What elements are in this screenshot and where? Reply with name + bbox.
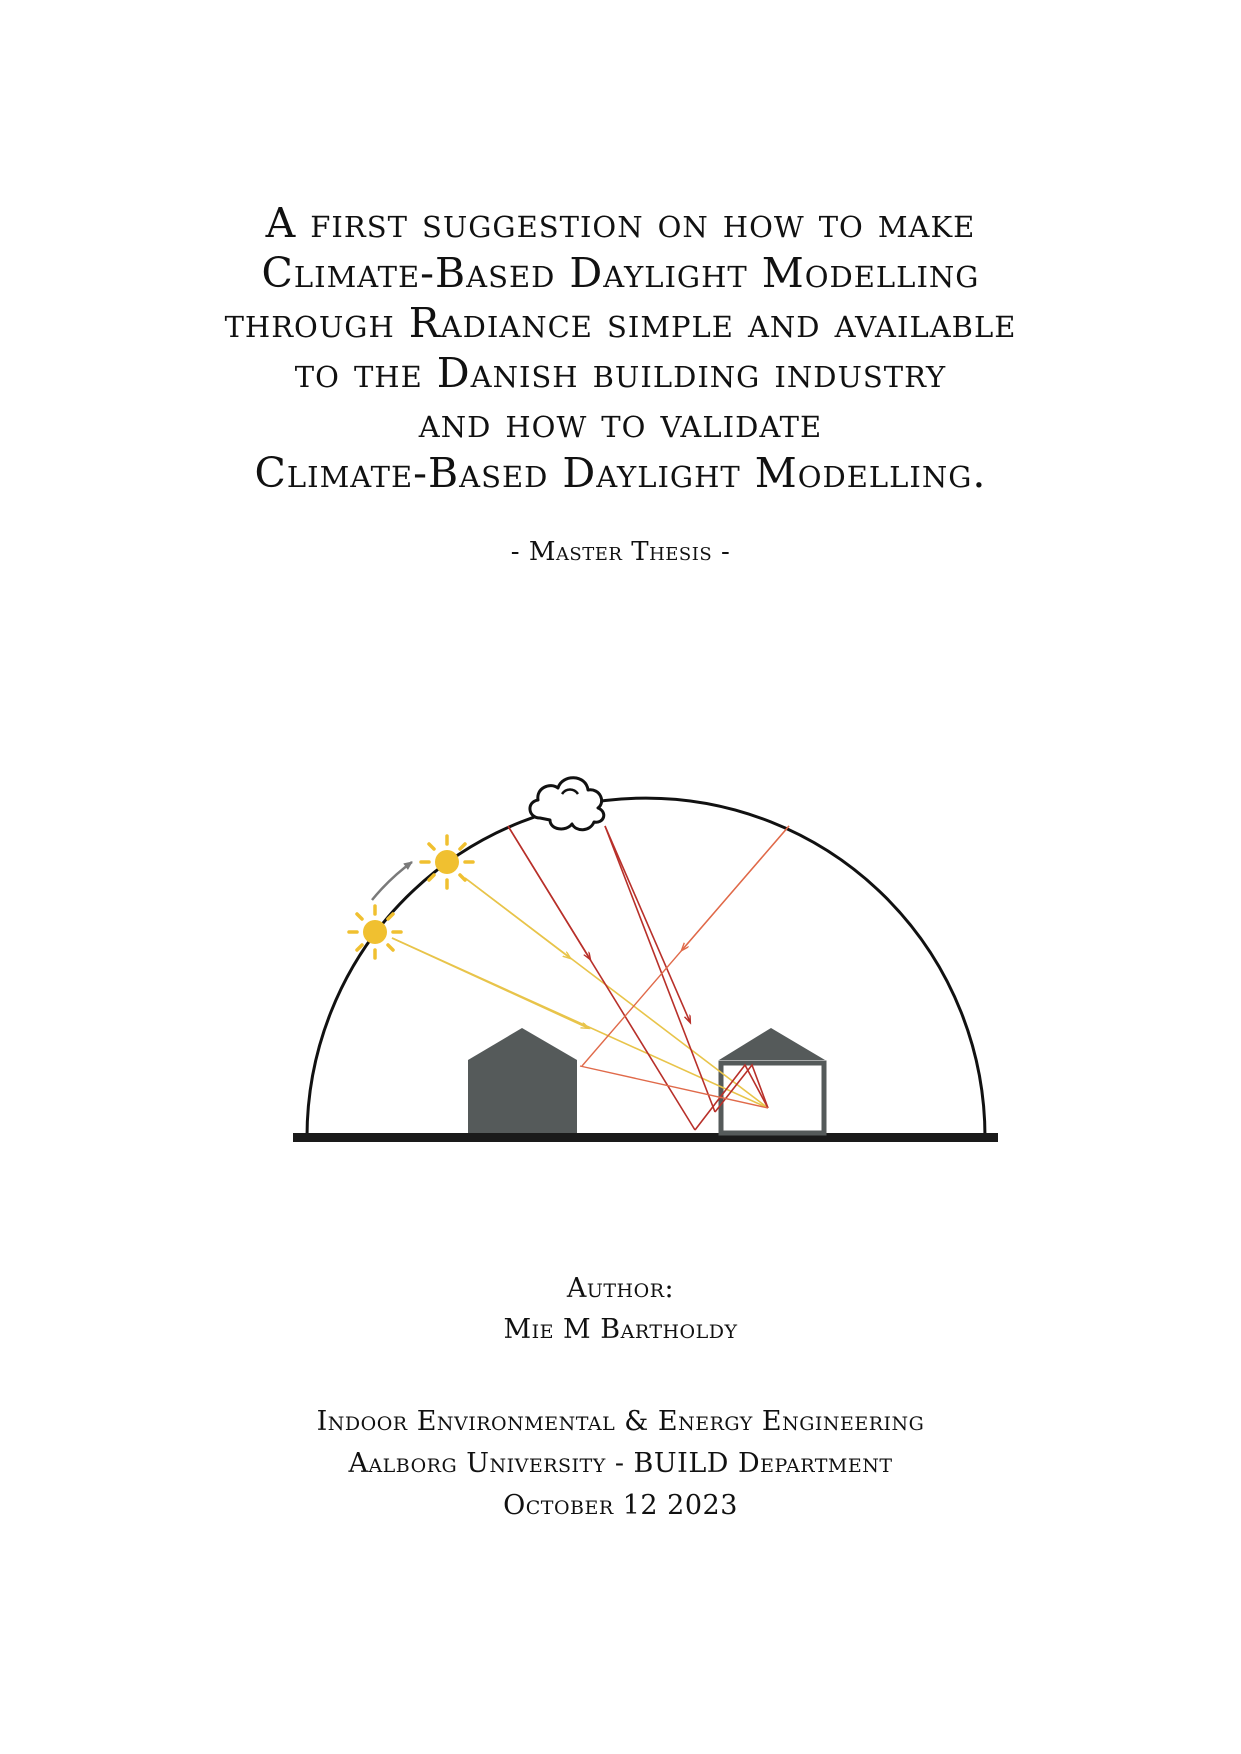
study-program: Indoor Environmental & Energy Engineering (316, 1406, 925, 1437)
house-icon (468, 1028, 577, 1133)
sun-icon (421, 836, 473, 888)
cloud-icon (530, 778, 604, 830)
author-name: Mie M Bartholdy (503, 1314, 738, 1345)
document-type-subtitle: - Master Thesis - (510, 537, 731, 567)
title-line-3: through Radiance simple and available (224, 299, 1017, 347)
sun-icon (349, 906, 401, 958)
title-line-5: and how to validate (418, 399, 823, 447)
title-line-6: Climate-Based Daylight Modelling. (254, 449, 987, 497)
submission-date: October 12 2023 (503, 1490, 738, 1521)
sky-dome (307, 798, 985, 1137)
room-section (721, 1063, 824, 1133)
university-department: Aalborg University - BUILD Department (348, 1448, 893, 1479)
title-line-2: Climate-Based Daylight Modelling (261, 249, 980, 297)
arrow-icon (372, 862, 412, 900)
house-icon (719, 1028, 825, 1060)
daylight-illustration (0, 760, 1241, 1180)
author-label: Author: (566, 1273, 675, 1304)
thesis-title (0, 198, 1241, 498)
institution-block (0, 1401, 1241, 1527)
title-line-1: A first suggestion on how to make (265, 199, 976, 247)
ground-line (293, 1133, 998, 1142)
author-block (0, 1268, 1241, 1350)
title-line-4: to the Danish building industry (294, 349, 947, 397)
